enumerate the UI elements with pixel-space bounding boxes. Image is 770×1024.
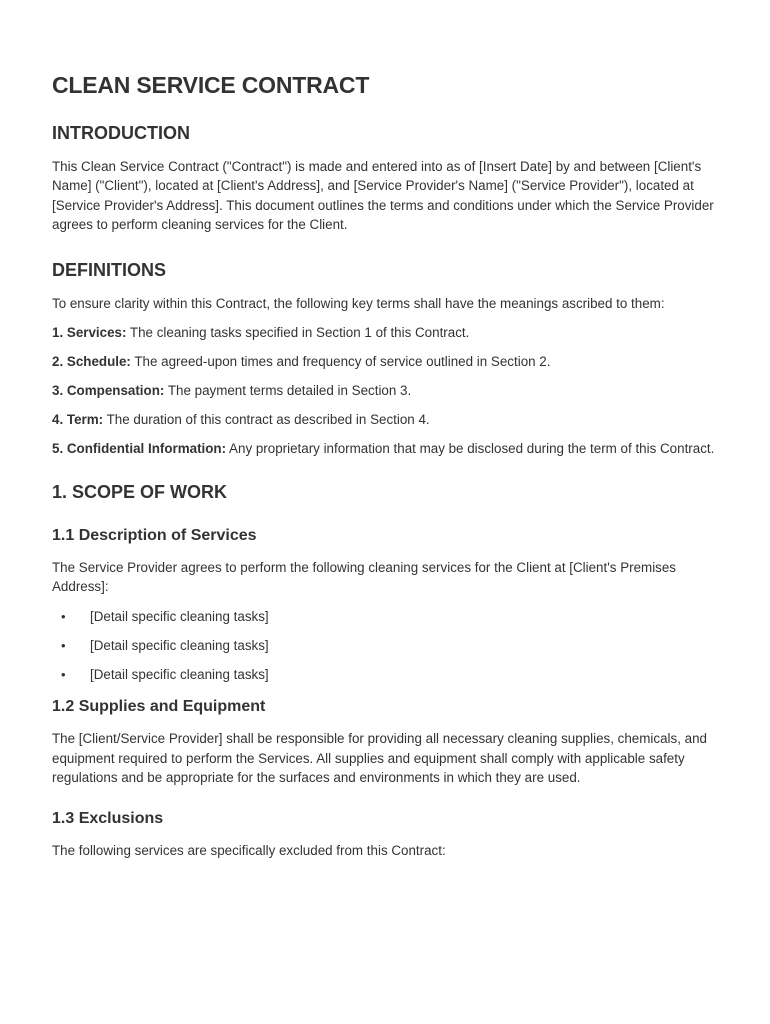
definition-term: 3. Compensation: xyxy=(52,383,165,399)
cleaning-tasks-list xyxy=(52,607,730,684)
definition-term: 5. Confidential Information: xyxy=(52,441,227,457)
definition-item-term xyxy=(52,410,730,429)
description-of-services-heading: 1.1 Description of Services xyxy=(52,527,257,545)
list-item xyxy=(52,607,730,626)
bullet-icon: • xyxy=(61,608,66,624)
definition-term: 1. Services: xyxy=(52,325,127,341)
definition-text: The cleaning tasks specified in Section 1 of this Contract. xyxy=(126,325,470,341)
supplies-and-equipment-heading: 1.2 Supplies and Equipment xyxy=(52,698,266,716)
task-text: [Detail specific cleaning tasks] xyxy=(90,666,269,682)
definition-item-schedule xyxy=(52,352,730,371)
definition-text: The agreed-upon times and frequency of service outlined in Section 2. xyxy=(130,354,551,370)
definition-item-confidential-information xyxy=(52,439,730,458)
introduction-body: This Clean Service Contract ("Contract") is made and entered into as of [Insert Date] by and between [Client's Name] ("Client"), located at [Client's Address], and [Service Provider's Name] ("Service Provider"), located at [Service Provider's Address]. This document outlines the terms and conditions under which the Service Provider agrees to perform cleaning services for the Client. xyxy=(52,159,714,233)
list-item xyxy=(52,665,730,684)
scope-of-work-heading: 1. SCOPE OF WORK xyxy=(52,482,228,503)
bullet-icon: • xyxy=(61,637,66,653)
definitions-heading: DEFINITIONS xyxy=(52,259,167,280)
task-text: [Detail specific cleaning tasks] xyxy=(90,608,269,624)
definition-text: Any proprietary information that may be disclosed during the term of this Contract. xyxy=(226,441,715,457)
exclusions-heading: 1.3 Exclusions xyxy=(52,810,164,828)
definition-item-services xyxy=(52,323,730,342)
bullet-icon: • xyxy=(61,666,66,682)
exclusions-body: The following services are specifically excluded from this Contract: xyxy=(52,843,446,859)
definition-text: The payment terms detailed in Section 3. xyxy=(164,383,412,399)
definition-text: The duration of this contract as described in Section 4. xyxy=(103,412,430,428)
document-title: CLEAN SERVICE CONTRACT xyxy=(52,72,370,98)
supplies-and-equipment-body: The [Client/Service Provider] shall be responsible for providing all necessary cleaning supplies, chemicals, and equipment required to perform the Services. All supplies and equipment shall comply with applicable safety regulations and be appropriate for the surfaces and environments in which they are used. xyxy=(52,731,707,786)
task-text: [Detail specific cleaning tasks] xyxy=(90,637,269,653)
introduction-heading: INTRODUCTION xyxy=(52,123,190,143)
definition-term: 4. Term: xyxy=(52,412,104,428)
definition-item-compensation xyxy=(52,381,730,400)
list-item xyxy=(52,636,730,655)
definitions-intro: To ensure clarity within this Contract, the following key terms shall have the meanings ascribed to them: xyxy=(52,295,665,311)
definition-term: 2. Schedule: xyxy=(52,354,131,370)
description-of-services-body: The Service Provider agrees to perform the following cleaning services for the Client at [Client's Premises Address]: xyxy=(52,560,677,595)
